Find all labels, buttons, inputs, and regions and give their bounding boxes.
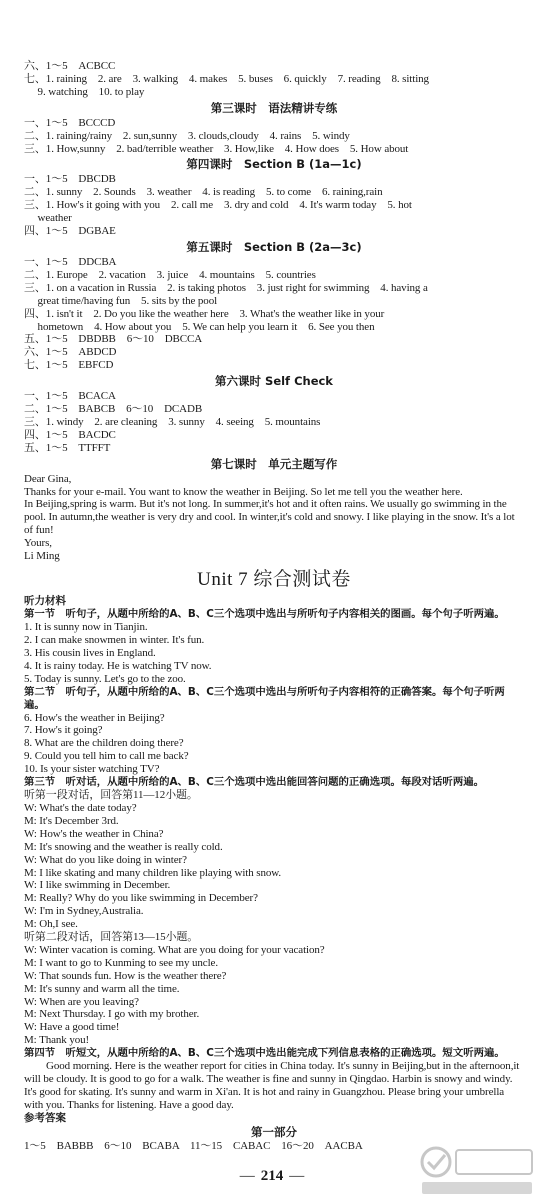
dialogue-line: M: Really? Why do you like swimming in December? xyxy=(24,892,258,905)
section-3 xyxy=(24,101,524,156)
answer-line: 六、1～5 ACBCC xyxy=(24,60,116,72)
listening-passage: Good morning. Here is the weather report for cities in China today. It's sunny in Beijing,but in the afternoon,it will be cloudy. It is good to go for a walk. The weather is fine and sunny in Qingdao. Harbin is snowy and windy. It's good for skating. It's sunny and warm in Xi'an. It is hot and rainy in Guangzhou. Please bring your umbrella with you. Thanks for listening. Have a good day. xyxy=(24,1060,520,1111)
part-instruction: 第一节 听句子，从题中所给的A、B、C三个选项中选出与所听句子内容相关的图画。每个句子听两遍。 xyxy=(24,608,505,620)
listening-line: 4. It is rainy today. He is watching TV now. xyxy=(24,659,212,672)
dialogue-line: M: Thank you! xyxy=(24,1034,90,1047)
listening-label: 听力材料 xyxy=(24,595,66,607)
dialogue-line: W: I like swimming in December. xyxy=(24,879,171,892)
answer-line: 四、1～5 DGBAE xyxy=(24,225,116,238)
answer-line: 1～5 BABBB 6～10 BCABA 11～15 CABAC 16～20 AACBA xyxy=(24,1139,363,1152)
section-title: 第四课时 Section B (1a—1c) xyxy=(186,157,362,172)
dialogue-line: W: Winter vacation is coming. What are you doing for your vacation? xyxy=(24,943,325,956)
listening-line: 1. It is sunny now in Tianjin. xyxy=(24,621,148,633)
answer-key-page xyxy=(24,60,524,1153)
dialogue-line: M: It's sunny and warm all the time. xyxy=(24,982,180,995)
answer-line: 五、1～5 TTFFT xyxy=(24,441,111,454)
listening-line: 2. I can make snowmen in winter. It's fun. xyxy=(24,633,205,646)
answer-line: 二、1. raining/rainy 2. sun,sunny 3. clouds,cloudy 4. rains 5. windy xyxy=(24,129,350,142)
answer-line: 二、1. sunny 2. Sounds 3. weather 4. is reading 5. to come 6. raining,rain xyxy=(24,186,383,199)
section-title: 第三课时 语法精讲专练 xyxy=(210,100,338,115)
listening-line: 10. Is your sister watching TV? xyxy=(24,763,160,776)
listening-material xyxy=(24,595,524,1112)
section-title: 第七课时 单元主题写作 xyxy=(210,456,338,471)
part-title: 第一部分 xyxy=(251,1124,297,1139)
top-answers xyxy=(24,60,524,99)
letter-paragraph: Thanks for your e-mail. You want to know the weather in Beijing. So let me tell you the weather here. xyxy=(24,485,463,498)
answer-line: 一、1～5 DBCDB xyxy=(24,173,116,186)
listening-line: 8. What are the children doing there? xyxy=(24,737,184,750)
answer-line: hometown 4. How about you 5. We can help you learn it 6. See you then xyxy=(24,320,375,333)
answers-label: 参考答案 xyxy=(24,1111,66,1124)
dialogue-line: M: I like skating and many children like playing with snow. xyxy=(24,866,282,879)
answer-line: 9. watching 10. to play xyxy=(24,85,145,98)
unit-title: Unit 7 综合测试卷 xyxy=(197,569,351,590)
answer-line: 三、1. on a vacation in Russia 2. is taking photos 3. just right for swimming 4. having a xyxy=(24,281,428,294)
page-dash-right: — xyxy=(289,1168,305,1184)
dialogue-line: W: I'm in Sydney,Australia. xyxy=(24,905,144,918)
listening-line: 7. How's it going? xyxy=(24,724,103,737)
answer-line: 二、1. Europe 2. vacation 3. juice 4. mountains 5. countries xyxy=(24,268,316,281)
letter-paragraph: In Beijing,spring is warm. But it's not long. In summer,it's hot and it often rains. We usually go swimming in the pool. In autumn,the weather is very dry and cool. In winter,it's cold and snowy. I like playing in the snow. It's a lot of fun! xyxy=(24,498,515,537)
answer-line: 一、1～5 DDCBA xyxy=(24,255,117,268)
section-4 xyxy=(24,157,524,238)
dialogue-line: M: It's snowing and the weather is really cold. xyxy=(24,840,223,853)
part-instruction: 第四节 听短文，从题中所给的A、B、C三个选项中选出能完成下列信息表格的正确选项。短文听两遍。 xyxy=(24,1047,505,1060)
section-5 xyxy=(24,240,524,372)
listening-line: 5. Today is sunny. Let's go to the zoo. xyxy=(24,672,186,685)
answer-line: 五、1～5 DBDBB 6～10 DBCCA xyxy=(24,333,203,346)
answer-line: 六、1～5 ABDCD xyxy=(24,346,117,359)
listening-line: 9. Could you tell him to call me back? xyxy=(24,750,189,763)
answer-line: 三、1. How,sunny 2. bad/terrible weather 3. How,like 4. How does 5. How about xyxy=(24,142,409,155)
dialogue-label: 听第二段对话，回答第13—15小题。 xyxy=(24,931,199,944)
answer-line: 一、1～5 BCACA xyxy=(24,390,116,403)
part-instruction: 第三节 听对话，从题中所给的A、B、C三个选项中选出能回答问题的正确选项。每段对话听两遍。 xyxy=(24,776,484,789)
section-7 xyxy=(24,457,524,563)
dialogue-line: W: How's the weather in China? xyxy=(24,827,164,840)
answer-line: 三、1. windy 2. are cleaning 3. sunny 4. seeing 5. mountains xyxy=(24,415,321,428)
dialogue-label: 听第一段对话，回答第11—12小题。 xyxy=(24,789,198,802)
answer-line: 四、1～5 BACDC xyxy=(24,428,116,441)
letter-closing: Yours, xyxy=(24,537,52,550)
answer-line: great time/having fun 5. sits by the pool xyxy=(24,294,218,307)
answer-line: 七、1. raining 2. are 3. walking 4. makes 5. buses 6. quickly 7. reading 8. sitting xyxy=(24,72,429,85)
answer-line: 四、1. isn't it 2. Do you like the weather here 3. What's the weather like in your xyxy=(24,307,385,320)
dialogue-line: W: Have a good time! xyxy=(24,1021,120,1034)
part-instruction: 第二节 听句子，从题中所给的A、B、C三个选项中选出与所听句子内容相符的正确答案。每个句子听两遍。 xyxy=(24,685,505,711)
dialogue-line: M: Next Thursday. I go with my brother. xyxy=(24,1008,200,1021)
dialogue-line: M: I want to go to Kunming to see my uncle. xyxy=(24,956,218,969)
section-6 xyxy=(24,374,524,455)
page-number-text: 214 xyxy=(260,1168,284,1184)
dialogue-line: W: That sounds fun. How is the weather there? xyxy=(24,969,227,982)
answer-line: weather xyxy=(24,212,72,225)
section-title: 第六课时 Self Check xyxy=(215,374,333,389)
letter-signature: Li Ming xyxy=(24,550,60,563)
section-title: 第五课时 Section B (2a—3c) xyxy=(186,239,362,254)
page-dash-left: — xyxy=(239,1168,255,1184)
answer-line: 二、1～5 BABCB 6～10 DCADB xyxy=(24,403,203,416)
answer-line: 三、1. How's it going with you 2. call me 3. dry and cold 4. It's warm today 5. hot xyxy=(24,199,412,212)
dialogue-line: M: Oh,I see. xyxy=(24,918,78,931)
dialogue-line: M: It's December 3rd. xyxy=(24,814,119,827)
dialogue-line: W: What's the date today? xyxy=(24,801,137,814)
listening-line: 6. How's the weather in Beijing? xyxy=(24,711,165,724)
dialogue-line: W: When are you leaving? xyxy=(24,995,139,1008)
listening-line: 3. His cousin lives in England. xyxy=(24,646,156,659)
dialogue-line: W: What do you like doing in winter? xyxy=(24,853,187,866)
site-watermark-logo xyxy=(418,1140,538,1198)
letter-greeting: Dear Gina, xyxy=(24,472,72,485)
answer-line: 七、1～5 EBFCD xyxy=(24,359,114,372)
answer-line: 一、1～5 BCCCD xyxy=(24,116,116,129)
